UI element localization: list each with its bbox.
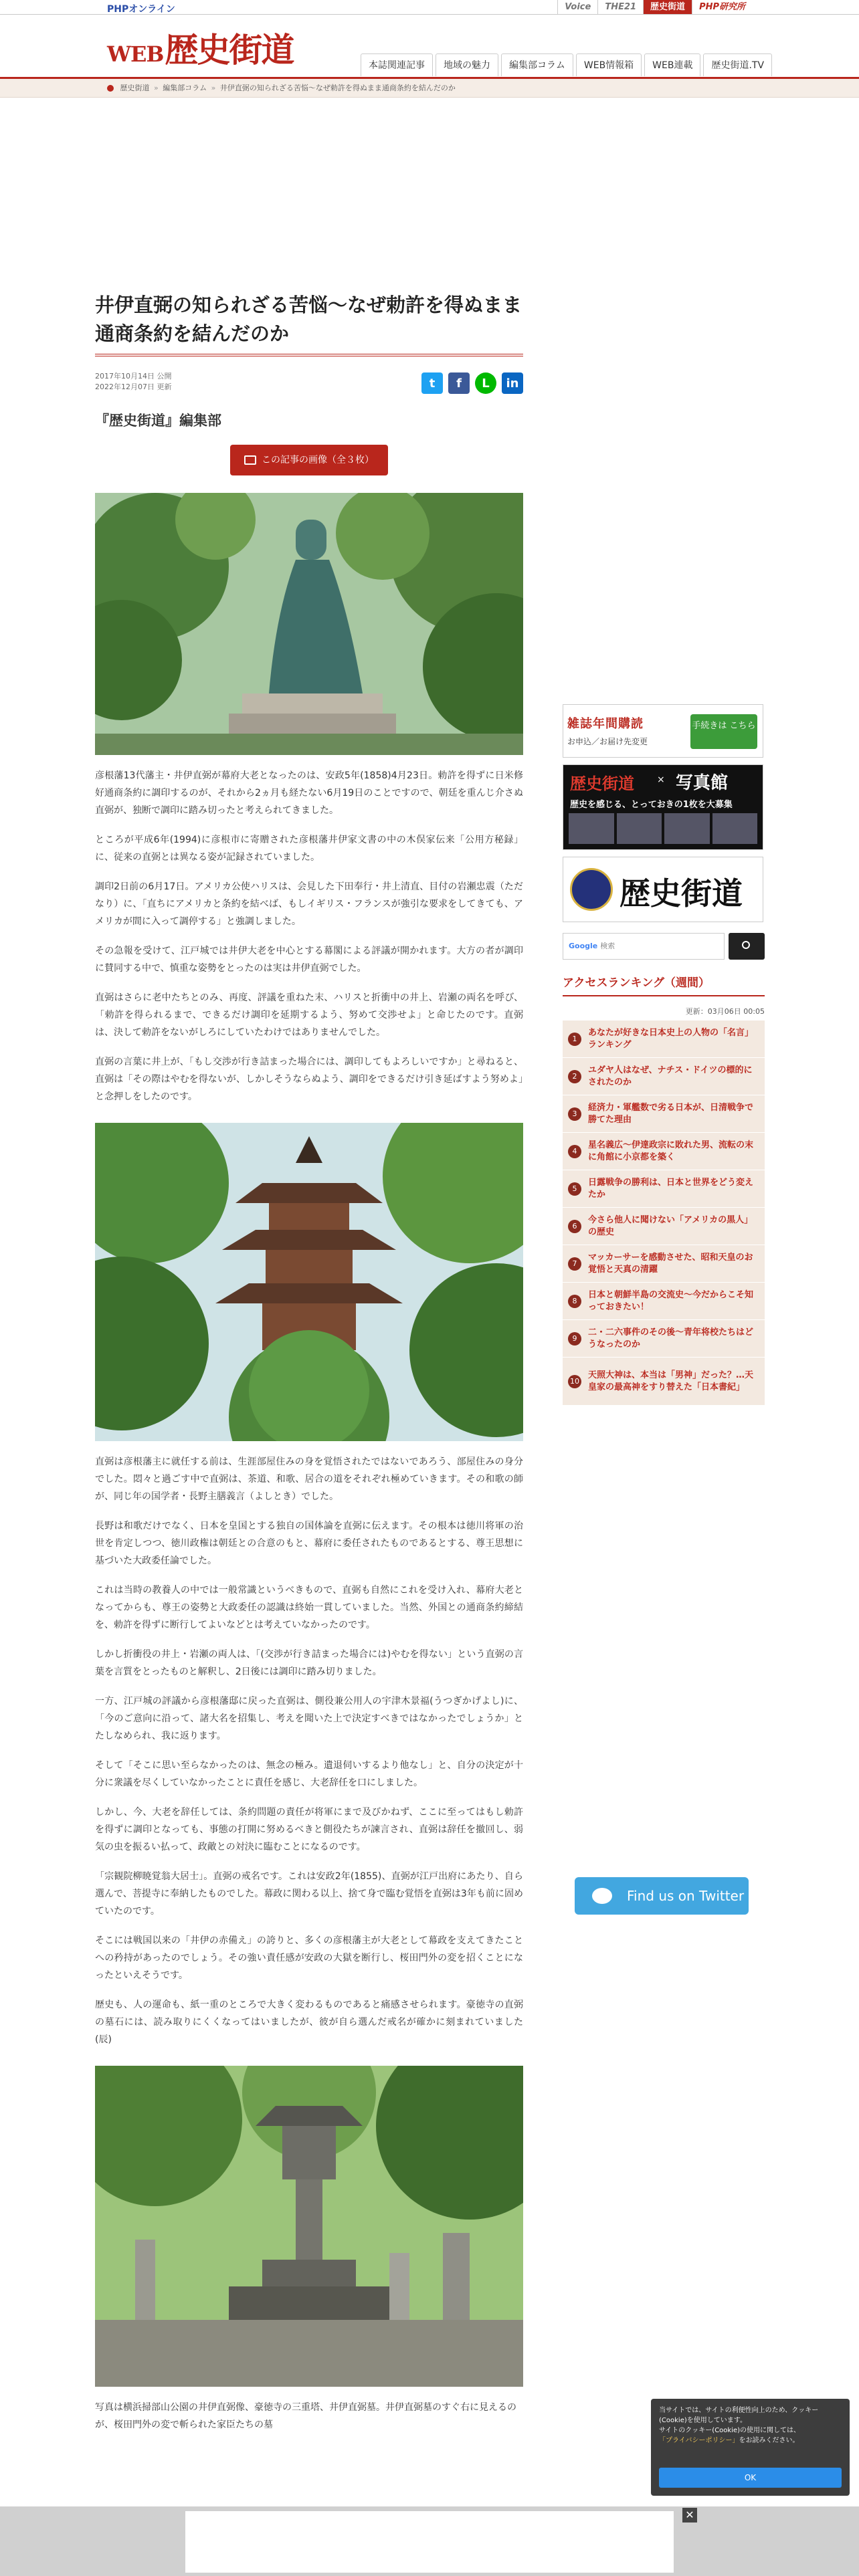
rank-title: 星名義広～伊達政宗に敗れた男、流転の末に角館に小京都を築く bbox=[588, 1140, 754, 1162]
ranking-list bbox=[563, 1021, 765, 1406]
subscription-button[interactable]: 手続きは こちら bbox=[690, 714, 757, 749]
php-online-link[interactable]: PHPオンライン bbox=[107, 4, 175, 15]
twitter-share-icon[interactable]: t bbox=[421, 372, 443, 394]
breadcrumb-category[interactable]: 編集部コラム bbox=[163, 84, 207, 92]
breadcrumb-separator: » bbox=[211, 84, 216, 92]
paragraph: 長野は和歌だけでなく、日本を皇国とする独自の国体論を直弼に伝えます。その根本は徳川将軍の治世を肯定しつつ、徳川政権は朝廷との合意のもと、幕府に委任されたものであるとする、尊王思想に基づいた大政委任論でした。 bbox=[95, 1521, 523, 1566]
cookie-text-2: サイトのクッキー(Cookie)の使用に関しては、 bbox=[659, 2427, 801, 2434]
rank-title: 今さら他人に聞けない「アメリカの黒人」の歴史 bbox=[588, 1214, 753, 1237]
photo-banner-logo: 歴史街道 bbox=[570, 774, 634, 793]
twitter-follow-button[interactable] bbox=[575, 1877, 749, 1915]
sidebar bbox=[563, 704, 765, 1406]
photo-statue[interactable] bbox=[95, 493, 523, 755]
paragraph: これは当時の教養人の中では一般常識というべきもので、直弼も自然にこれを受け入れ、幕府大老となってからも、尊王の姿勢と大政委任の認識は終始一貫していました。当然、外国との通商条約締結を、勅許を得ずに断行してよいなどとは考えていなかったのです。 bbox=[95, 1585, 523, 1630]
ranking-item[interactable] bbox=[563, 1358, 765, 1406]
photo-banner-subtitle: 歴史を感じる、とっておきの1枚を大募集 bbox=[570, 800, 733, 810]
photo-banner-x: × bbox=[657, 774, 665, 785]
rank-title: 二・二六事件のその後～青年将校たちはどうなったのか bbox=[588, 1327, 754, 1350]
paragraph: 歴史も、人の運命も、紙一重のところで大きく変わるものであると痛感させられます。豪徳寺の直弼の墓石には、読み取りにくくなってはいましたが、彼が自ら選んだ戒名が確かに刻まれていました(辰) bbox=[95, 2000, 523, 2045]
rank-number: 10 bbox=[568, 1375, 581, 1388]
top-ad-area bbox=[0, 98, 859, 288]
rank-title: マッカーサーを感動させた、昭和天皇のお覚悟と天真の清躍 bbox=[588, 1252, 753, 1275]
top-bar bbox=[0, 0, 859, 15]
rank-number: 6 bbox=[568, 1220, 581, 1233]
ranking-item[interactable] bbox=[563, 1208, 765, 1245]
rank-number: 4 bbox=[568, 1145, 581, 1158]
paragraph: 直弼は彦根藩主に就任する前は、生涯部屋住みの身を覚悟されたではないであろう、部屋住みの身分でした。悶々と過ごす中で直弼は、茶道、和歌、居合の道をそれぞれ極めていきます。その和歌の師が、同じ年の国学者・長野主膳義言（よしとき）でした。 bbox=[95, 1457, 523, 1502]
rank-number: 1 bbox=[568, 1033, 581, 1046]
global-nav bbox=[358, 53, 772, 76]
rank-title: 経済力・軍艦数で劣る日本が、日清戦争で勝てた理由 bbox=[588, 1102, 754, 1125]
paragraph: 一方、江戸城の評議から彦根藩邸に戻った直弼は、側役兼公用人の宇津木景福(うつぎかげよし)に、「今のご意向に沿って、諸大名を招集し、考えを聞いた上で決定すべきではなかったでしょうか」とたしなめられ、我に返ります。 bbox=[95, 1696, 523, 1741]
ranking-item[interactable] bbox=[563, 1058, 765, 1095]
rank-title: 天照大神は、本当は「男神」だった？…天皇家の最高神をすり替えた「日本書紀」 bbox=[588, 1370, 754, 1392]
paragraph: しかし折衝役の井上・岩瀬の両人は、「(交渉が行き詰まった場合には)やむを得ない」という直弼の言葉を言質をとったものと解釈し、2日後には調印に踏み切りました。 bbox=[95, 1649, 523, 1677]
linkedin-share-icon[interactable]: in bbox=[502, 372, 523, 394]
google-label: Google bbox=[569, 942, 598, 950]
photo-pagoda[interactable] bbox=[95, 1123, 523, 1441]
close-icon[interactable]: ✕ bbox=[682, 2508, 697, 2523]
ranking-item[interactable] bbox=[563, 1320, 765, 1358]
cookie-text-3: をお読みください。 bbox=[739, 2437, 799, 2444]
paragraph: しかし、今、大老を辞任しては、条約問題の責任が将軍にまで及びかねず、ここに至ってはもし勅許を得ずに調印となっても、事態の打開に努めるべきと側役たちが諫言され、直弼は辞任を撤回し、弱気の虫を振るい払って、政敵との対決に臨むことになるのです。 bbox=[95, 1807, 523, 1852]
published-date: 2017年10月14日 公開 bbox=[95, 372, 172, 381]
site-logo[interactable] bbox=[107, 30, 294, 70]
rekishikaido-banner-name: 歴史街道 bbox=[619, 875, 743, 911]
nav-item-regional[interactable]: 地域の魅力 bbox=[436, 53, 498, 76]
subscription-banner[interactable] bbox=[563, 704, 763, 758]
nav-item-web-serial[interactable]: WEB連載 bbox=[644, 53, 700, 76]
photo-contest-banner[interactable] bbox=[563, 764, 763, 850]
paragraph: そして「そこに思い至らなかったのは、無念の極み。遺退伺いするより他なし」と、自分の決定が十分に衆議を尽くしていなかったことに責任を感じ、大老辞任を口にしました。 bbox=[95, 1760, 523, 1788]
logo-title: 歴史街道 bbox=[165, 30, 294, 70]
ranking-item[interactable] bbox=[563, 1095, 765, 1133]
privacy-policy-link[interactable]: 「プライバシーポリシー」 bbox=[659, 2437, 739, 2444]
photo-grave[interactable] bbox=[95, 2066, 523, 2387]
search-placeholder: 検索 bbox=[600, 942, 615, 950]
gallery-button-label: この記事の画像（全３枚） bbox=[262, 455, 374, 465]
body-section-1 bbox=[95, 767, 523, 1105]
facebook-share-icon[interactable]: f bbox=[448, 372, 470, 394]
rank-title: 日本と朝鮮半島の交流史～今だからこそ知っておきたい！ bbox=[588, 1289, 754, 1312]
rank-number: 8 bbox=[568, 1295, 581, 1308]
cookie-text-1: 当サイトでは、サイトの利便性向上のため、クッキー(Cookie)を使用しています。 bbox=[659, 2407, 819, 2424]
ranking-item[interactable] bbox=[563, 1245, 765, 1283]
paragraph: 直弼の言葉に井上が、「もし交渉が行き詰まった場合には、調印してもよろしいですか」と尋ねると、直弼は「その際はやむを得ないが、しかしそうならぬよう、調印をできるだけ引き延ばすよう努めよ」と念押しをしたのです。 bbox=[95, 1057, 523, 1102]
updated-date: 2022年12月07日 更新 bbox=[95, 383, 172, 391]
photo-banner-thumbnails bbox=[569, 813, 757, 844]
emblem-icon bbox=[570, 868, 613, 911]
site-search bbox=[563, 933, 765, 960]
rank-number: 9 bbox=[568, 1332, 581, 1346]
breadcrumb-separator: » bbox=[154, 84, 159, 92]
rekishikaido-banner[interactable] bbox=[563, 857, 763, 922]
search-input[interactable] bbox=[563, 933, 725, 960]
share-buttons bbox=[416, 372, 523, 394]
pub-link-php-institute[interactable]: PHP研究所 bbox=[692, 0, 752, 14]
logo-web: WEB bbox=[107, 41, 164, 67]
nav-item-related-articles[interactable]: 本誌関連記事 bbox=[361, 53, 433, 76]
ranking-item[interactable] bbox=[563, 1021, 765, 1058]
pub-link-rekishikaido[interactable]: 歴史街道 bbox=[643, 0, 692, 14]
site-header bbox=[0, 15, 859, 79]
line-share-icon[interactable]: L bbox=[475, 372, 496, 394]
photo-banner-title: 写真館 bbox=[676, 773, 729, 793]
ranking-item[interactable] bbox=[563, 1170, 765, 1208]
nav-item-web-info[interactable]: WEB情報箱 bbox=[576, 53, 642, 76]
paragraph: ところが平成6年(1994)に彦根市に寄贈された彦根藩井伊家文書の中の木俣家伝来「公用方秘録」に、従来の直弼とは異なる姿が記録されていました。 bbox=[95, 835, 523, 863]
search-button[interactable] bbox=[729, 933, 765, 960]
paragraph: そこには戦国以来の「井伊の赤備え」の誇りと、多くの彦根藩主が大老として幕政を支えてきたことへの矜持があったのでしょう。その強い責任感が安政の大獄を断行し、桜田門外の変を招くことになったといえそうです。 bbox=[95, 1935, 523, 1981]
article-meta bbox=[95, 371, 523, 398]
rank-number: 2 bbox=[568, 1070, 581, 1083]
subscription-subtitle: お申込／お届け先変更 bbox=[567, 737, 648, 746]
ranking-title: アクセスランキング（週間） bbox=[563, 973, 765, 996]
gallery-button[interactable] bbox=[230, 445, 388, 475]
cookie-ok-button[interactable]: OK bbox=[659, 2468, 842, 2488]
rank-title: ユダヤ人はなぜ、ナチス・ドイツの標的にされたのか bbox=[588, 1065, 753, 1087]
paragraph: 「宗観院柳暁覚翁大居士」。直弼の戒名です。これは安政2年(1855)、直弼が江戸出府にあたり、自ら選んで、菩提寺に奉納したものでした。幕政に関わる以上、捨て身で臨む覚悟を直弼は3年も前に固めていたのです。 bbox=[95, 1871, 523, 1917]
bottom-ad-overlay bbox=[0, 2506, 859, 2576]
breadcrumb-current: 井伊直弼の知られざる苦悩～なぜ勅許を得ぬまま通商条約を結んだのか bbox=[219, 84, 456, 92]
publication-links bbox=[557, 0, 752, 15]
rank-number: 5 bbox=[568, 1182, 581, 1196]
nav-item-tv[interactable]: 歴史街道.TV bbox=[703, 53, 772, 76]
ranking-item[interactable] bbox=[563, 1133, 765, 1170]
paragraph: 調印2日前の6月17日。アメリカ公使ハリスは、会見した下田奉行・井上清直、目付の岩瀬忠震（ただなり）に、「直ちにアメリカと条約を結べば、もしイギリス・フランスが強引な要求をしてきても、アメリカが間に入って調停する」と強調しました。 bbox=[95, 881, 523, 927]
search-icon bbox=[742, 941, 750, 949]
ranking-item[interactable] bbox=[563, 1283, 765, 1320]
paragraph: 彦根藩13代藩主・井伊直弼が幕府大老となったのは、安政5年(1858)4月23日。勅許を得ずに日米修好通商条約に調印するのが、それから2ヵ月も経たない6月19日のことですので、朝廷を重んじ介さぬ直弼が、独断で調印に踏み切ったと考えられてきました。 bbox=[95, 770, 523, 816]
paragraph: その急報を受けて、江戸城では井伊大老を中心とする幕閣による評議が開かれます。大方の者が調印に賛同する中で、慎重な姿勢をとったのは実は井伊直弼でした。 bbox=[95, 946, 523, 974]
cookie-notice bbox=[651, 2399, 850, 2496]
subscription-title: 雑誌年間購読 bbox=[567, 717, 644, 731]
paragraph: 直弼はさらに老中たちとのみ、再度、評議を重ねた末、ハリスと折衝中の井上、岩瀬の両名を呼び、「勅許を得られるまで、できるだけ調印を延期するよう、努めて交渉せよ」と命じたのです。直弼は、決して勅許をないがしろにしていたわけではありませんでした。 bbox=[95, 992, 523, 1038]
body-section-2 bbox=[95, 1453, 523, 2048]
cookie-text bbox=[659, 2405, 842, 2446]
pub-link-voice[interactable]: Voice bbox=[557, 0, 597, 14]
access-ranking bbox=[563, 973, 765, 1406]
rank-title: 日露戦争の勝利は、日本と世界をどう変えたか bbox=[588, 1177, 754, 1200]
rank-title: あなたが好きな日本史上の人物の「名言」ランキング bbox=[588, 1027, 754, 1050]
twitter-follow-label: Find us on Twitter bbox=[627, 1888, 745, 1904]
photo-caption: 写真は横浜掃部山公園の井伊直弼像、豪徳寺の三重塔、井伊直弼墓。井伊直弼墓のすぐ右に見えるのが、桜田門外の変で斬られた家臣たちの墓 bbox=[95, 2402, 516, 2430]
article bbox=[95, 291, 523, 2434]
author-name: 『歴史街道』編集部 bbox=[95, 413, 221, 429]
nav-item-column[interactable]: 編集部コラム bbox=[501, 53, 573, 76]
twitter-bird-icon bbox=[592, 1888, 612, 1904]
rank-number: 7 bbox=[568, 1257, 581, 1271]
breadcrumb bbox=[0, 79, 859, 98]
article-title: 井伊直弼の知られざる苦悩～なぜ勅許を得ぬまま通商条約を結んだのか bbox=[95, 291, 523, 356]
ranking-updated: 更新：03月06日 00:05 bbox=[685, 1007, 765, 1016]
rank-number: 3 bbox=[568, 1107, 581, 1121]
breadcrumb-home[interactable]: 歴史街道 bbox=[120, 84, 150, 92]
image-icon bbox=[244, 455, 256, 465]
bottom-ad-slot[interactable] bbox=[185, 2511, 674, 2573]
home-icon bbox=[107, 85, 114, 92]
pub-link-the21[interactable]: THE21 bbox=[597, 0, 643, 14]
